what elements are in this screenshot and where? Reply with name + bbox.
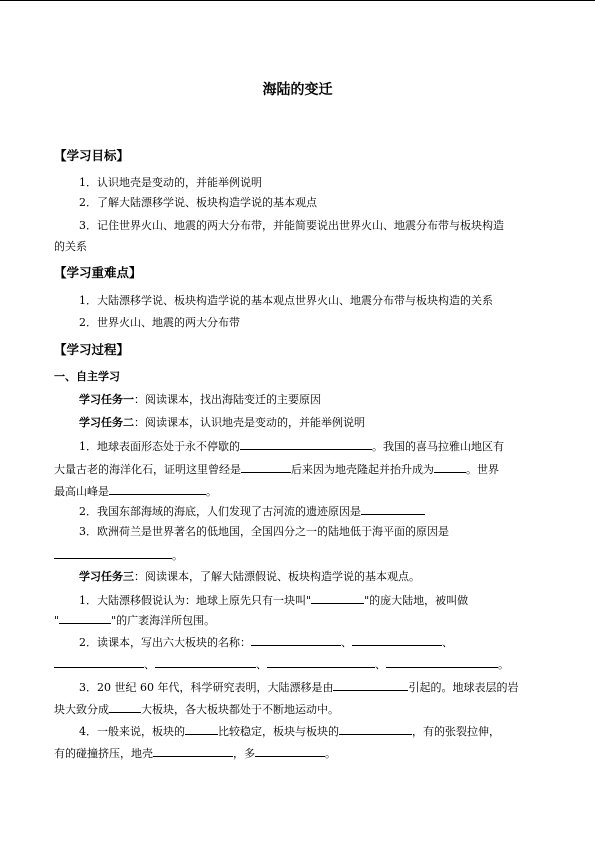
answer-blank[interactable] [361, 503, 425, 515]
answer-blank[interactable] [109, 701, 141, 713]
answer-blank[interactable] [255, 745, 325, 757]
answer-blank[interactable] [333, 679, 408, 691]
q1-line2: 大量古老的海洋化石，证明这里曾经是 后来因为地壳隆起并抬升成为 。世界 [54, 463, 499, 476]
self-study-heading: 一、自主学习 [54, 370, 120, 383]
answer-blank[interactable] [339, 723, 412, 735]
q7-line2: 有的碰撞挤压，地壳 ，多 。 [54, 747, 336, 760]
q6-line2: 块大致分成 大板块，各大板块都处于不断地运动中。 [54, 703, 339, 716]
section-process-heading: 【学习过程】 [54, 342, 130, 357]
difficulty-item-1: 1．大陆漂移学说、板块构造学说的基本观点世界火山、地震分布带与板块构造的关系 [79, 294, 493, 307]
task1-text: ：阅读课本，找出海陆变迁的主要原因 [134, 393, 321, 406]
answer-blank[interactable] [434, 461, 466, 473]
task2-line [79, 416, 365, 430]
task1-line [79, 393, 321, 407]
answer-blank[interactable] [251, 634, 341, 646]
q2-line: 2．我国东部海域的海底，人们发现了古河流的遗迹原因是 [79, 503, 425, 519]
answer-blank[interactable] [109, 483, 206, 495]
answer-blank[interactable] [54, 547, 172, 559]
goal-item-2: 2．了解大陆漂移学说、板块构造学说的基本观点 [79, 196, 317, 209]
q6-line1: 3．20 世纪 60 年代，科学研究表明，大陆漂移是由 引起的。地球表层的岩 [79, 681, 519, 694]
task1-label: 学习任务一 [79, 393, 134, 406]
answer-blank[interactable] [153, 745, 233, 757]
q4-line2: " "的广袤海洋所包围。 [54, 614, 216, 627]
answer-blank[interactable] [241, 461, 291, 473]
goal-item-3: 3．记住世界火山、地震的两大分布带，并能简要说出世界火山、地震分布带与板块构造 [79, 219, 504, 232]
goal-item-1: 1．认识地壳是变动的，并能举例说明 [79, 176, 262, 189]
goal-item-3-cont: 的关系 [54, 240, 87, 253]
answer-blank[interactable] [267, 656, 375, 668]
answer-blank[interactable] [240, 438, 372, 450]
task2-label: 学习任务二 [79, 416, 134, 429]
q1-line1: 1．地球表面形态处于永不停歇的 。我国的喜马拉雅山地区有 [79, 440, 504, 453]
section-difficulties-heading: 【学习重难点】 [54, 265, 142, 280]
task3-text: ：阅读课本，了解大陆漂假说、板块构造学说的基本观点。 [134, 570, 420, 583]
q7-line1: 4．一般来说，板块的 比较稳定，板块与板块的 ，有的张裂拉伸， [79, 725, 500, 738]
answer-blank[interactable] [155, 656, 256, 668]
q4-line1: 1．大陆漂移假说认为：地球上原先只有一块叫" "的庞大陆地，被叫做 [79, 594, 469, 607]
page-title: 海陆的变迁 [262, 82, 333, 98]
answer-blank[interactable] [352, 634, 442, 646]
difficulty-item-2: 2．世界火山、地震的两大分布带 [79, 316, 240, 329]
answer-blank[interactable] [386, 656, 498, 668]
answer-blank[interactable] [311, 592, 364, 604]
q5-line1: 2．读课本，写出六大板块的名称： 、 、 [79, 636, 453, 649]
q3-line1: 3．欧洲荷兰是世界著名的低地国，全国四分之一的陆地低于海平面的原因是 [79, 525, 449, 538]
q1-line3: 最高山峰是 。 [54, 485, 217, 498]
answer-blank[interactable] [59, 612, 111, 624]
task3-label: 学习任务三 [79, 570, 134, 583]
section-goals-heading: 【学习目标】 [54, 148, 130, 163]
top-border [0, 0, 595, 1]
answer-blank[interactable] [54, 656, 144, 668]
q3-line2: 。 [54, 547, 183, 563]
answer-blank[interactable] [185, 723, 218, 735]
task3-line [79, 570, 420, 584]
q5-line2: 、 、 、 。 [54, 656, 509, 672]
task2-text: ：阅读课本，认识地壳是变动的，并能举例说明 [134, 416, 365, 429]
